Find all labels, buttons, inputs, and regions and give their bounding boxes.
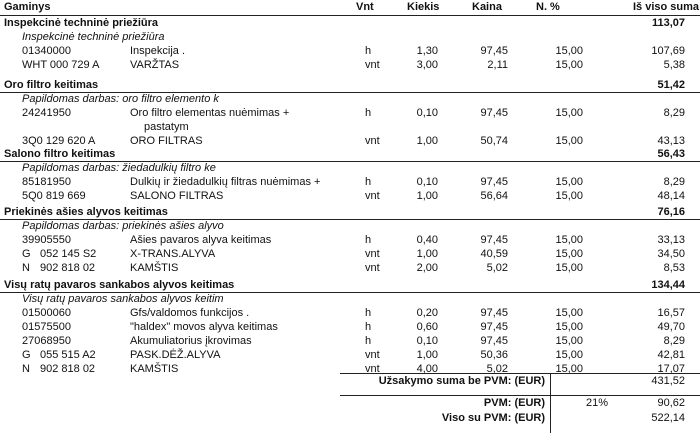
- item-sum: 16,57: [657, 307, 685, 319]
- item-sum: 8,29: [663, 335, 685, 347]
- item-price: 97,45: [480, 176, 508, 188]
- item-discount: 15,00: [555, 234, 583, 246]
- item-unit: h: [365, 45, 372, 57]
- section-title: Priekinės ašies alyvos keitimas: [4, 206, 168, 218]
- item-unit: h: [365, 307, 372, 319]
- item-quantity: 1,00: [416, 190, 438, 202]
- line-item: [0, 320, 700, 334]
- item-sum: 48,14: [657, 190, 685, 202]
- item-quantity: 1,00: [416, 349, 438, 361]
- item-sum: 34,50: [657, 248, 685, 260]
- item-code: 5Q0 819 669: [22, 190, 86, 202]
- item-description-cont: pastatym: [144, 121, 189, 133]
- header-discount: N. %: [536, 1, 560, 13]
- section-total: 113,07: [651, 17, 685, 29]
- item-unit: vnt: [365, 363, 380, 375]
- subtotal-value: 431,52: [651, 375, 685, 387]
- section-total: 56,43: [657, 148, 685, 160]
- item-unit: vnt: [365, 59, 380, 71]
- item-code: 052 145 S2: [40, 248, 97, 260]
- line-item: [0, 334, 700, 348]
- subtotal-label: Užsakymo suma be PVM: (EUR): [378, 375, 545, 387]
- header-product: Gaminys: [4, 1, 51, 13]
- item-sum: 8,29: [663, 107, 685, 119]
- item-description: VARŽTAS: [130, 59, 180, 71]
- section-title: Oro filtro keitimas: [4, 79, 99, 91]
- section-total: 76,16: [657, 206, 685, 218]
- section-title: Salono filtro keitimas: [4, 148, 116, 160]
- header-qty: Kiekis: [407, 1, 440, 13]
- item-quantity: 1,00: [416, 248, 438, 260]
- vat-percent: 21%: [585, 397, 608, 409]
- section-subtitle-row: [0, 92, 700, 106]
- line-item-continuation: [0, 120, 700, 134]
- section-heading: [0, 278, 700, 293]
- line-item: [0, 247, 700, 261]
- item-price: 56,64: [480, 190, 508, 202]
- item-discount: 15,00: [555, 176, 583, 188]
- item-code: 055 515 A2: [40, 349, 96, 361]
- line-item: [0, 175, 700, 189]
- section-subtitle-row: [0, 161, 700, 175]
- item-quantity: 0,10: [416, 335, 438, 347]
- item-price: 5,02: [486, 363, 508, 375]
- item-discount: 15,00: [555, 59, 583, 71]
- item-quantity: 0,40: [416, 234, 438, 246]
- item-discount: 15,00: [555, 248, 583, 260]
- vat-row: [340, 395, 700, 411]
- subtotal-row: [340, 373, 700, 389]
- item-sum: 33,13: [657, 234, 685, 246]
- item-discount: 15,00: [555, 349, 583, 361]
- line-item: [0, 44, 700, 58]
- item-code: WHT 000 729 A: [22, 59, 100, 71]
- item-code: 24241950: [22, 107, 71, 119]
- item-sum: 8,29: [663, 176, 685, 188]
- table-header: [0, 0, 700, 16]
- item-quantity: 2,00: [416, 262, 438, 274]
- grand-total-row: [340, 411, 700, 426]
- item-price: 5,02: [486, 262, 508, 274]
- section-subtitle-row: [0, 30, 700, 44]
- item-description: X-TRANS.ALYVA: [130, 248, 216, 260]
- item-code: 27068950: [22, 335, 71, 347]
- header-total: Iš viso suma: [633, 1, 700, 13]
- item-unit: vnt: [365, 135, 380, 147]
- item-quantity: 0,10: [416, 176, 438, 188]
- line-item: [0, 189, 700, 203]
- item-quantity: 3,00: [416, 59, 438, 71]
- item-code: 3Q0 129 620 A: [22, 135, 96, 147]
- item-price: 97,45: [480, 45, 508, 57]
- item-code: 01340000: [22, 45, 71, 57]
- section-heading: [0, 147, 700, 162]
- section-subtitle: Papildomas darbas: oro filtro elemento k: [22, 93, 219, 105]
- item-quantity: 4,00: [416, 363, 438, 375]
- item-code: 39905550: [22, 234, 71, 246]
- totals-divider: [550, 373, 551, 433]
- item-unit: h: [365, 321, 372, 333]
- item-discount: 15,00: [555, 45, 583, 57]
- item-price: 97,45: [480, 307, 508, 319]
- item-discount: 15,00: [555, 135, 583, 147]
- section-subtitle: Papildomas darbas: priekinės ašies alyvo: [22, 220, 224, 232]
- item-sum: 5,38: [663, 59, 685, 71]
- item-price: 2,11: [487, 59, 508, 71]
- item-sum: 17,07: [657, 363, 685, 375]
- header-unit: Vnt: [356, 1, 374, 13]
- item-price: 97,45: [480, 335, 508, 347]
- item-sum: 49,70: [657, 321, 685, 333]
- section-title: Inspekcinė techninė priežiūra: [4, 17, 159, 29]
- line-item: [0, 106, 700, 120]
- section-heading: [0, 205, 700, 220]
- item-unit: h: [365, 107, 372, 119]
- item-unit: vnt: [365, 190, 380, 202]
- item-code: 01575500: [22, 321, 71, 333]
- section-subtitle: Inspekcinė techninė priežiūra: [22, 31, 165, 43]
- section-subtitle: Visų ratų pavaros sankabos alyvos keitim: [22, 293, 224, 305]
- item-discount: 15,00: [555, 363, 583, 375]
- item-description: ORO FILTRAS: [130, 135, 203, 147]
- item-description: Inspekcija .: [130, 45, 186, 57]
- item-description: SALONO FILTRAS: [130, 190, 224, 202]
- item-description: KAMŠTIS: [130, 363, 179, 375]
- item-code: 902 818 02: [40, 363, 96, 375]
- line-item: [0, 306, 700, 320]
- section-heading: [0, 78, 700, 93]
- item-price: 97,45: [480, 234, 508, 246]
- section-total: 51,42: [657, 79, 685, 91]
- item-prefix: G: [22, 349, 31, 361]
- item-price: 97,45: [480, 321, 508, 333]
- section-title: Visų ratų pavaros sankabos alyvos keitimas: [4, 279, 235, 291]
- item-prefix: G: [22, 248, 31, 260]
- item-unit: vnt: [365, 248, 380, 260]
- section-heading: [0, 16, 700, 30]
- item-description: Gfs/valdomos funkcijos .: [130, 307, 250, 319]
- item-description: KAMŠTIS: [130, 262, 179, 274]
- item-quantity: 0,20: [416, 307, 438, 319]
- item-code: 902 818 02: [40, 262, 96, 274]
- item-sum: 8,53: [663, 262, 685, 274]
- item-sum: 42,81: [657, 349, 685, 361]
- item-price: 50,74: [480, 135, 508, 147]
- item-price: 50,36: [480, 349, 508, 361]
- item-description: "haldex" movos alyva keitimas: [130, 321, 278, 333]
- section-subtitle: Papildomas darbas: žiedadulkių filtro ke: [22, 162, 216, 174]
- vat-label: PVM: (EUR): [483, 397, 545, 409]
- line-item: [0, 134, 700, 148]
- item-description: PASK.DĖŽ.ALYVA: [130, 349, 221, 361]
- item-quantity: 1,30: [416, 45, 438, 57]
- item-description: Dulkių ir žiedadulkių filtras nuėmimas +: [130, 176, 321, 188]
- item-unit: h: [365, 335, 372, 347]
- section-total: 134,44: [651, 279, 685, 291]
- item-discount: 15,00: [555, 262, 583, 274]
- item-price: 40,59: [480, 248, 508, 260]
- item-quantity: 1,00: [416, 135, 438, 147]
- item-unit: vnt: [365, 262, 380, 274]
- line-item: [0, 348, 700, 362]
- header-price: Kaina: [472, 1, 502, 13]
- item-prefix: N: [22, 262, 30, 274]
- item-quantity: 0,60: [416, 321, 438, 333]
- item-description: Akumuliatorius įkrovimas: [130, 335, 252, 347]
- item-unit: h: [365, 176, 372, 188]
- item-unit: h: [365, 234, 372, 246]
- section-subtitle-row: [0, 292, 700, 306]
- item-discount: 15,00: [555, 321, 583, 333]
- item-sum: 43,13: [657, 135, 685, 147]
- item-code: 01500060: [22, 307, 71, 319]
- item-description: Oro filtro elementas nuėmimas +: [130, 107, 290, 119]
- item-quantity: 0,10: [416, 107, 438, 119]
- item-code: 85181950: [22, 176, 71, 188]
- grand-total-value: 522,14: [651, 412, 685, 424]
- item-prefix: N: [22, 363, 30, 375]
- item-description: Ašies pavaros alyva keitimas: [130, 234, 272, 246]
- item-discount: 15,00: [555, 335, 583, 347]
- vat-value: 90,62: [657, 397, 685, 409]
- grand-total-label: Viso su PVM: (EUR): [441, 412, 545, 424]
- item-unit: vnt: [365, 349, 380, 361]
- item-discount: 15,00: [555, 107, 583, 119]
- line-item: [0, 58, 700, 72]
- section-subtitle-row: [0, 219, 700, 233]
- line-item: [0, 233, 700, 247]
- item-sum: 107,69: [651, 45, 685, 57]
- line-item: [0, 261, 700, 275]
- item-discount: 15,00: [555, 190, 583, 202]
- item-discount: 15,00: [555, 307, 583, 319]
- item-price: 97,45: [480, 107, 508, 119]
